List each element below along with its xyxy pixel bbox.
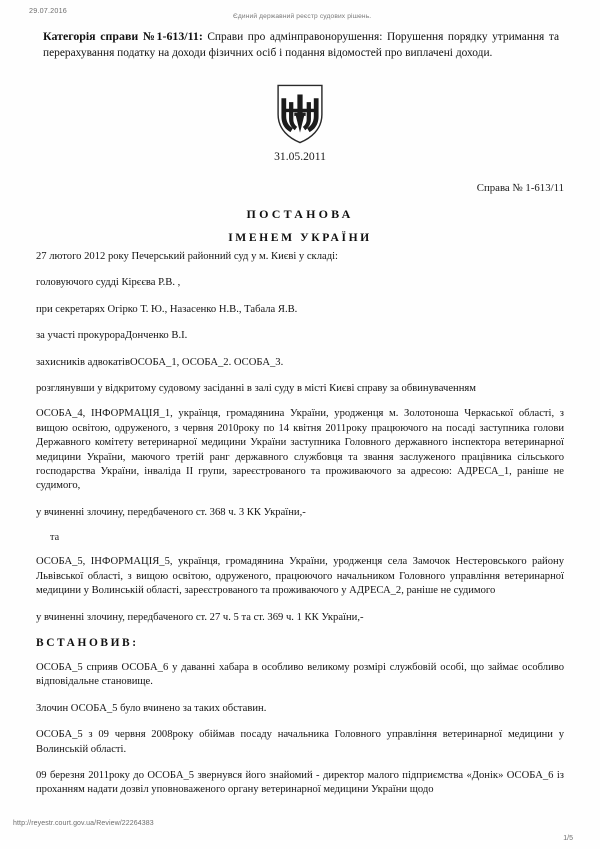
emblem-container <box>0 84 600 149</box>
prosecutor-line: за участі прокурораДонченко В.І. <box>36 330 188 342</box>
established-paragraph-3: ОСОБА_5 з 09 червня 2008року обіймав посаду начальника Головного управління ветеринарної медицини у Волинській області. <box>36 729 564 755</box>
secretaries-line: при секретарях Огірко Т. Ю., Назасенко Н.В., Табала Я.В. <box>36 303 298 315</box>
established-paragraph-2: Злочин ОСОБА_5 було вчинено за таких обставин. <box>36 702 267 714</box>
coat-of-arms-of-ukraine-icon <box>276 84 324 144</box>
intro-line: 27 лютого 2012 року Печерський районний суд у м. Києві у складі: <box>36 251 338 262</box>
document-body <box>36 250 564 810</box>
case-category <box>43 28 559 61</box>
conjunction-ta: та <box>50 532 60 544</box>
accused-one-description: ОСОБА_4, ІНФОРМАЦІЯ_1, українця, громадянина України, уродженця м. Золотоноша Черкаської області, з вищою освітою, одруженого, з червня 2010року по 14 квітня 2011року працюючого на посаді заступника голови Державного комітету ветеринарної медицини України заступника Головного державного інспектора ветеринарної медицини України, маючого третій ранг державного службовця та звання заслуженого працівника сільського господарства України, інваліда ІІ групи, зареєстрованого та проживаючого за адресою: АДРЕСА_1, раніше не судимого, <box>36 408 564 492</box>
established-paragraph-1: ОСОБА_5 сприяв ОСОБА_6 у даванні хабара в особливо великому розмірі службовій особі, що займає особливо відповідальне становище. <box>36 661 564 688</box>
accused-two-description: ОСОБА_5, ІНФОРМАЦІЯ_5, українця, громадянина України, уродженця села Замочок Нестеровського району Львівської області, з вищою освітою, одруженого, працюючого начальником Головного управління ветеринарної медицини у Волинській області, зареєстрованого та проживаючого у АДРЕСА_2, раніше не судимого <box>36 556 564 597</box>
charge-two: у вчиненні злочину, передбаченого ст. 27 ч. 5 та ст. 369 ч. 1 КК України,- <box>36 611 364 623</box>
document-title: ПОСТАНОВА <box>246 207 354 221</box>
page-number: 1/5 <box>563 835 573 842</box>
considering-line: розглянувши у відкритому судовому засіданні в залі суду в місті Києві справу за обвинуваченням <box>36 383 476 395</box>
registry-title: Єдиний державний реєстр судових рішень. <box>233 13 372 20</box>
scan-header <box>0 6 600 20</box>
case-category-label: Категорія справи №1-613/11: <box>43 29 203 43</box>
established-heading: ВСТАНОВИВ: <box>36 636 139 649</box>
decision-date: 31.05.2011 <box>274 150 326 163</box>
case-number: Справа № 1-613/11 <box>476 182 564 194</box>
defenders-line: захисників адвокатівОСОБА_1, ОСОБА_2. ОСОБА_3. <box>36 356 284 368</box>
source-url[interactable]: http://reyestr.court.gov.ua/Review/22264383 <box>13 820 154 827</box>
established-paragraph-4: 09 березня 2011року до ОСОБА_5 звернувся його знайомий - директор малого підприємства «Донік» ОСОБА_6 із проханням надати дозвіл уповноваженого органу ветеринарної медицини України щодо <box>36 769 564 796</box>
scan-date: 29.07.2016 <box>29 6 67 15</box>
charge-one: у вчиненні злочину, передбаченого ст. 368 ч. 3 КК України,- <box>36 506 306 518</box>
presiding-judge-line: головуючого судді Кірєєва Р.В. , <box>36 277 181 289</box>
case-category-text: Справи про адмінправонорушення: Порушення порядку утримання та перерахування податку на доходи фізичних осіб і подання відомостей про виплачені доходи. <box>43 31 559 59</box>
document-subtitle: ІМЕНЕМ УКРАЇНИ <box>228 231 372 244</box>
